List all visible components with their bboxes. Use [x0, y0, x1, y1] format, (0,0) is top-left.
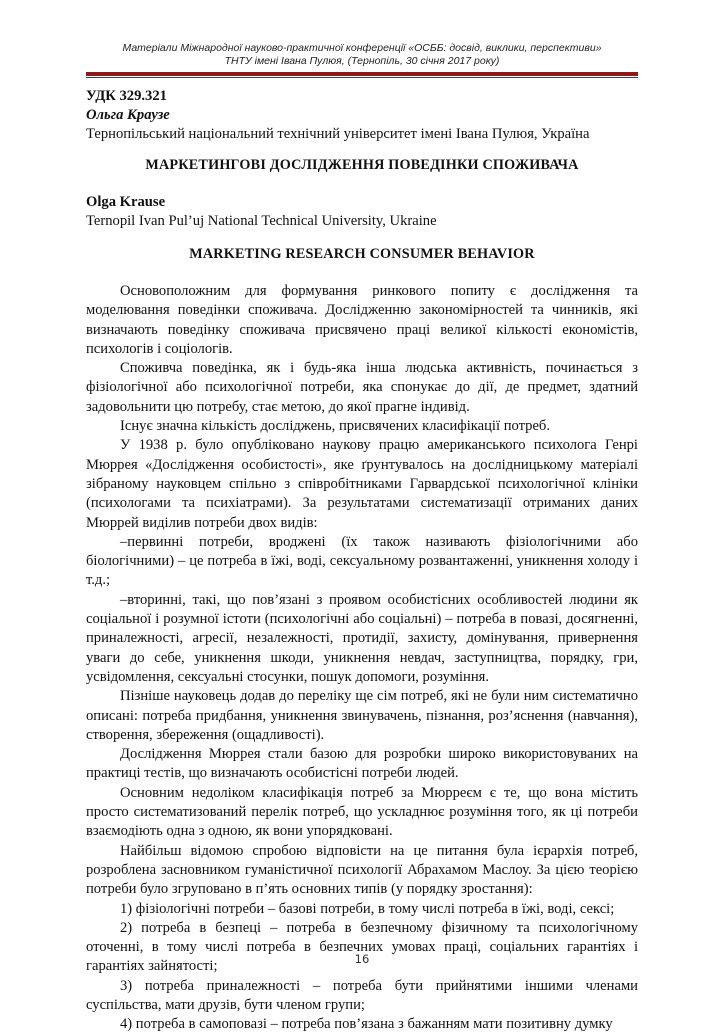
affiliation-ua: Тернопільський національний технічний університет імені Івана Пулюя, Україна — [86, 126, 590, 142]
article-body — [86, 87, 638, 1035]
author-ua: Ольга Краузе — [86, 107, 170, 123]
header-rule — [86, 72, 638, 76]
paragraph: Споживча поведінка, як і будь-яка інша людська активність, починається з фізіологічної або психологічної потреби, яка спонукає до дії, де предмет, здатний задовольнити цю потребу, стає метою, до якої прагне індивід. — [86, 360, 638, 415]
title-en: MARKETING RESEARCH CONSUMER BEHAVIOR — [189, 246, 535, 262]
paragraph: Існує значна кількість досліджень, присвячених класифікації потреб. — [120, 418, 551, 435]
paragraph: Дослідження Мюррея стали базою для розробки широко використовуваних на практиці тестів, що визначають особистісні потреби людей. — [86, 746, 638, 782]
paragraph: Пізніше науковець додав до переліку ще сім потреб, які не були ним систематично описані: потреба придбання, уникнення звинувачень, пізнання, роз’яснення (навчання), створення, збереження (ощадливості). — [86, 688, 638, 743]
paragraph: Основним недоліком класифікація потреб за Мюрреєм є те, що вона містить просто систематизований перелік потреб, що ускладнює розуміння того, як ці потреби взаємодіють одна з одною, як вони упорядковані. — [86, 784, 638, 840]
paragraph: Основоположним для формування ринкового попиту є дослідження та моделювання поведінки споживача. Дослідженню закономірностей та чинників, які визначають поведінку споживача присвячено праці великої кількості економістів, психологів і соціологів. — [86, 283, 638, 357]
paragraph: Найбільш відомою спробою відповісти на це питання була ієрархія потреб, розроблена засновником гуманістичної психології Абрахамом Маслоу. За цією теорією потреби було згруповано в п’ять основних типів (у порядку зростання): — [86, 842, 638, 898]
running-header — [60, 42, 664, 68]
list-item: 4) потреба в самоповазі – потреба пов’язана з бажанням мати позитивну думку — [120, 1016, 613, 1033]
running-header-line-1: Матеріали Міжнародної науково-практичної конференції «ОСББ: досвід, виклики, перспективи» — [122, 42, 602, 54]
list-item: –первинні потреби, вроджені (їх також називають фізіологічними або біологічними) – це потреба в їжі, воді, сексуальному розвантаженні, уникнення холоду і т.д.; — [86, 533, 638, 589]
udk-code: УДК 329.321 — [86, 88, 167, 104]
list-item: –вторинні, такі, що пов’язані з проявом особистісних особливостей людини як соціальної і розумної істоти (психологічні або соціальні) – потреба в повазі, досягненні, приналежності, агресії, незалежності, протидії, захисту, домінування, привернення уваги до себе, уникнення шкоди, уникнення невдач, заступництва, порядку, гри, усвідомлення, сексуальні стосунки, пошук допомоги, розуміння. — [86, 591, 638, 685]
list-item: 1) фізіологічні потреби – базові потреби, в тому числі потреба в їжі, воді, сексі; — [120, 900, 615, 917]
paragraph: У 1938 р. було опубліковано наукову працю американського психолога Генрі Мюррея «Дослідження особистості», яке ґрунтувалось на дослідницькому матеріалі зібраному науковцем спільно з співробітниками Гарвардської психологічної клініки (психологами та психіатрами). За результатами систематизації отриманих даних Мюррей виділив потреби двох видів: — [86, 437, 638, 531]
author-en: Olga Krause — [86, 194, 166, 210]
page-number: 16 — [354, 952, 370, 966]
list-item: 2) потреба в безпеці – потреба в безпечному фізичному та психологічному оточенні, в тому числі потреба в безпечних умовах праці, соціальних гарантіях і гарантіях зайнятості; — [86, 919, 638, 975]
title-ua: МАРКЕТИНГОВІ ДОСЛІДЖЕННЯ ПОВЕДІНКИ СПОЖИВАЧА — [145, 157, 579, 173]
list-item: 3) потреба приналежності – потреба бути прийнятими іншими членами суспільства, мати друзів, бути членом групи; — [86, 977, 638, 1013]
running-header-line-2: ТНТУ імені Івана Пулюя, (Тернопіль, 30 січня 2017 року) — [224, 55, 500, 67]
affiliation-en: Ternopil Ivan Pul’uj National Technical University, Ukraine — [86, 213, 437, 229]
